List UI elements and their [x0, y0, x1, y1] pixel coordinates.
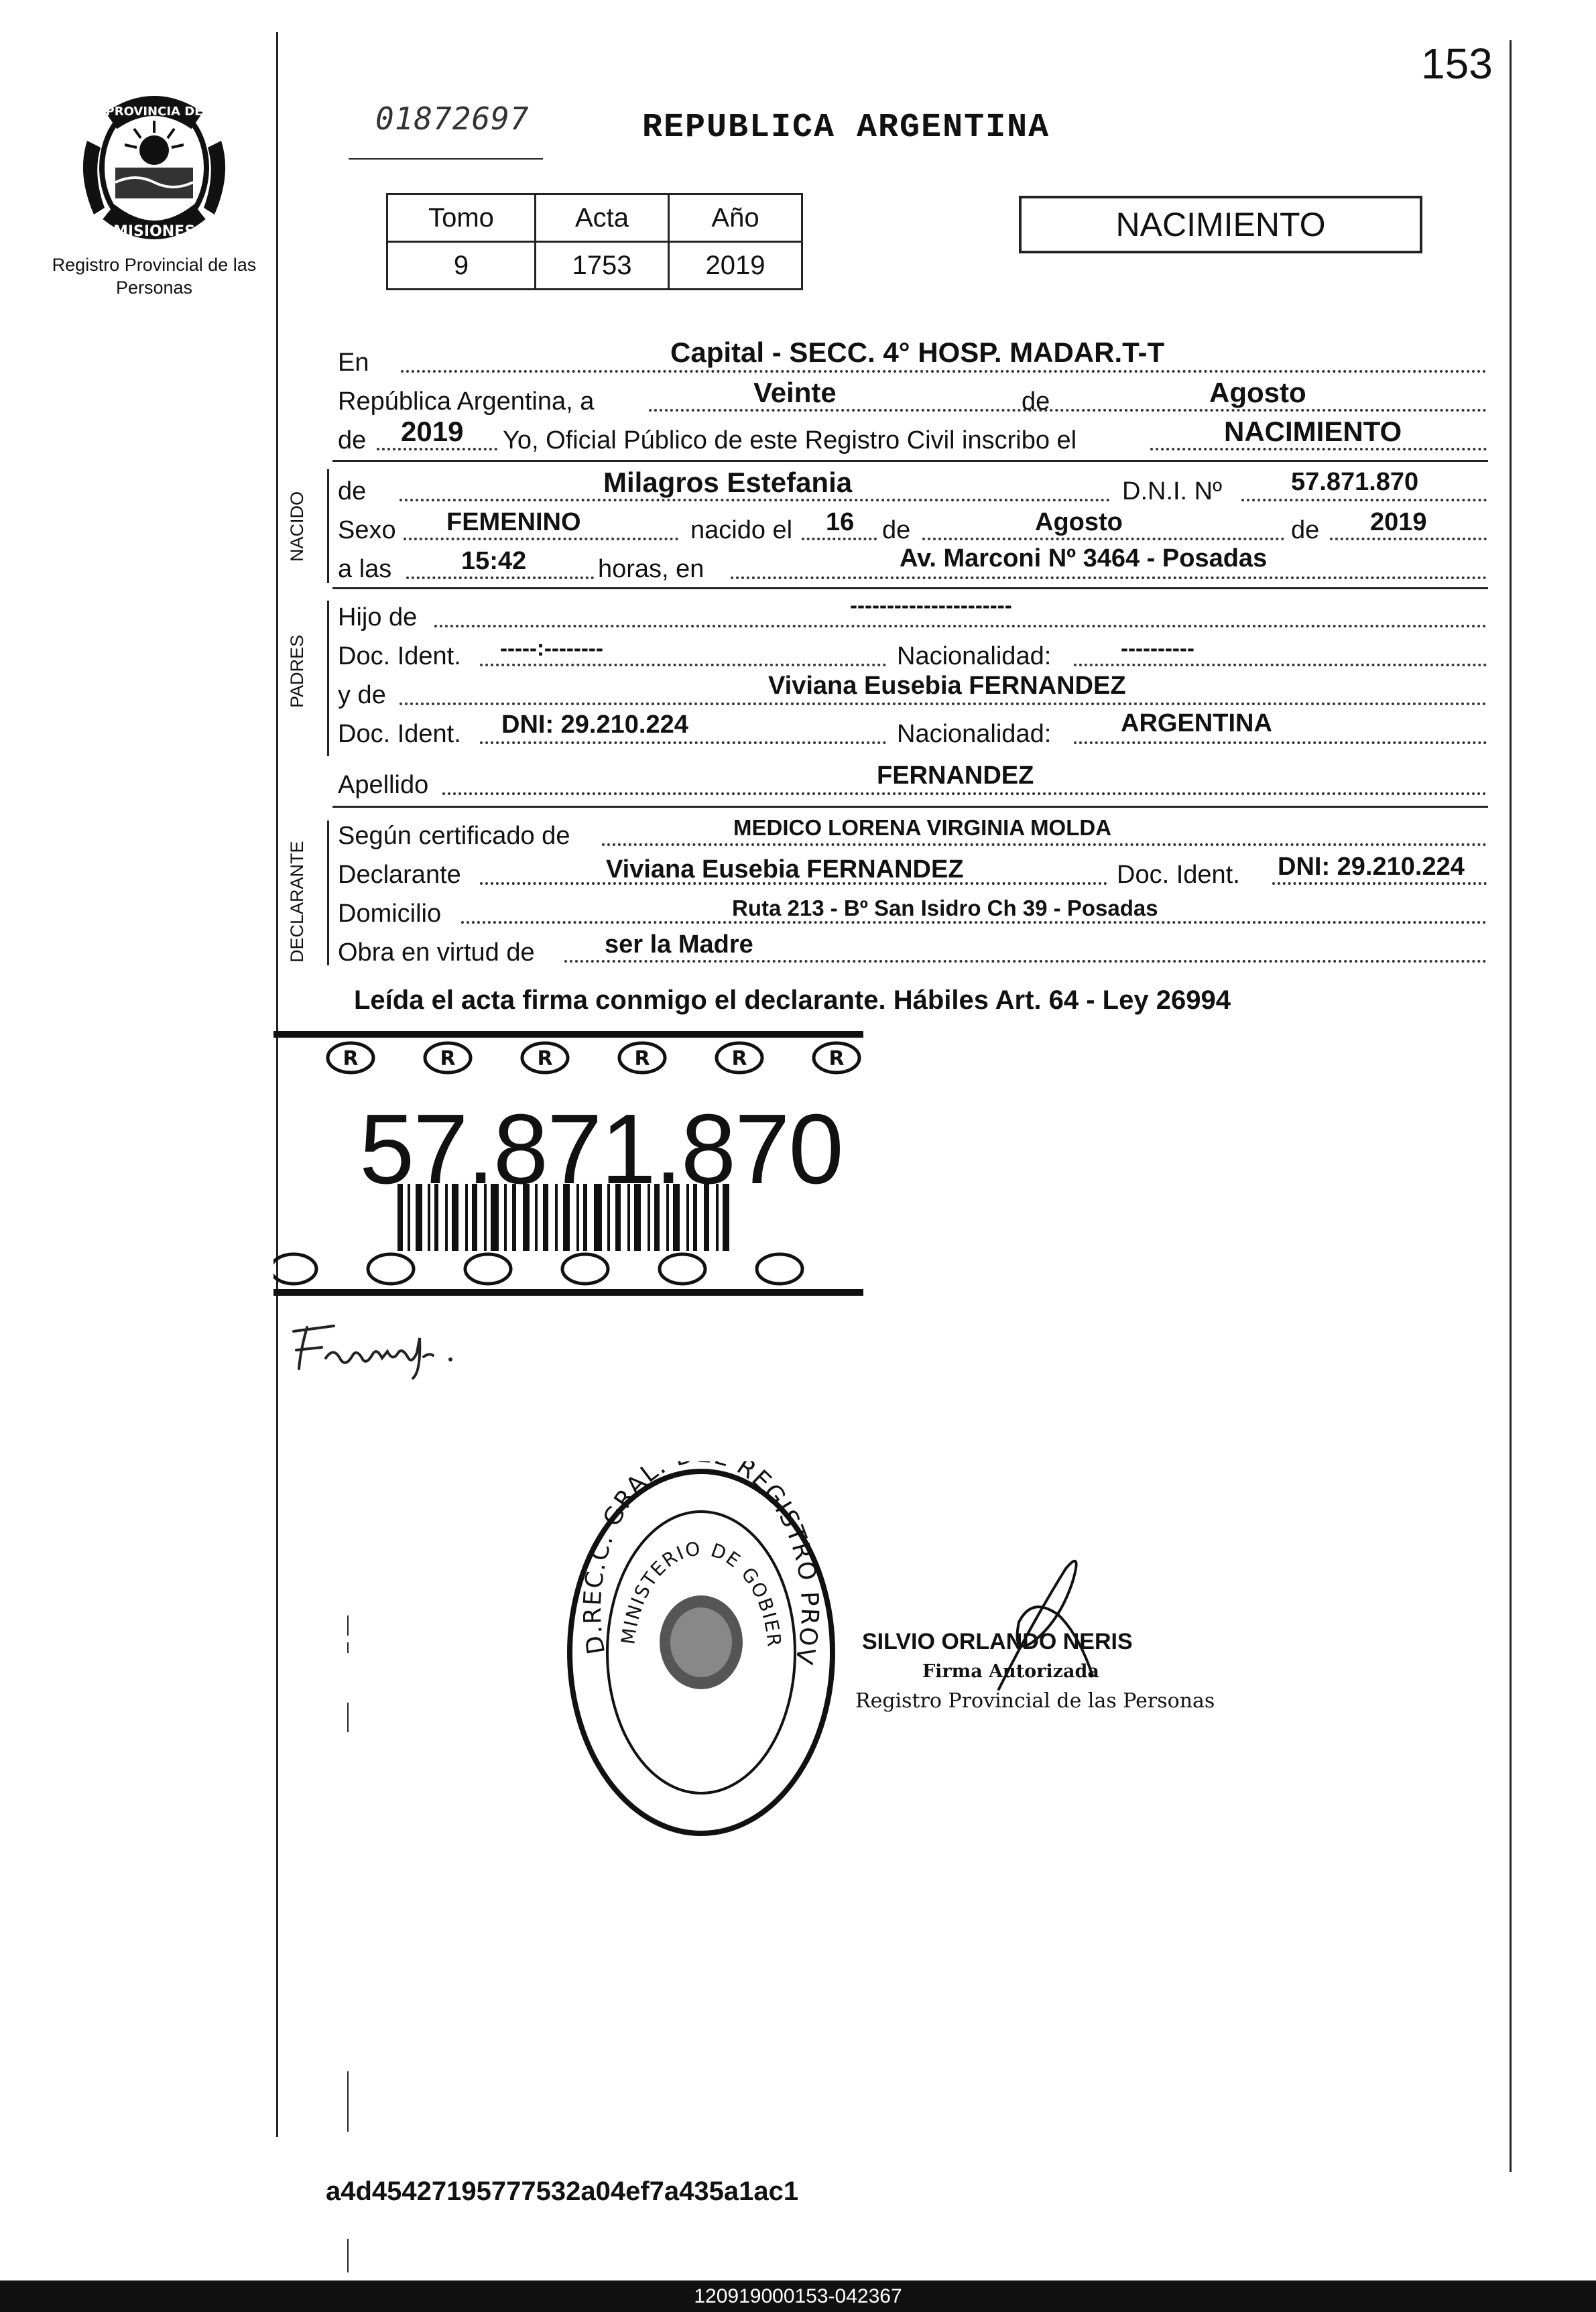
mother-doc-label: Doc. Ident. [338, 720, 461, 748]
birth-day-dotted-line [802, 538, 877, 540]
margin-tick [347, 1642, 349, 1653]
svg-text:R: R [828, 1047, 845, 1071]
certificate-dotted-line [602, 843, 1487, 846]
section-divider-2 [332, 587, 1488, 589]
registration-month: Agosto [1209, 377, 1306, 408]
registry-value-ano: 2019 [669, 242, 802, 290]
birth-month-dotted-line [922, 538, 1284, 540]
declarant-doc-label: Doc. Ident. [1117, 861, 1240, 889]
declarante-bracket [327, 820, 329, 965]
footer-code: 120919000153-042367 [694, 2285, 902, 2307]
registry-value-acta: 1753 [536, 242, 669, 290]
record-dotted-line [1150, 448, 1487, 450]
padres-section-label: PADRES [287, 634, 307, 708]
birth-month: Agosto [1035, 508, 1123, 536]
document-hash: a4d45427195777532a04ef7a435a1ac1 [326, 2177, 799, 2206]
birth-place: Av. Marconi Nº 3464 - Posadas [900, 544, 1268, 572]
mother-dotted-line [400, 703, 1487, 705]
serial-number: 01872697 [375, 101, 530, 137]
child-name: Milagros Estefania [603, 467, 853, 498]
father-dotted-line [434, 625, 1487, 627]
logo-top-text: PROVINCIA DE [105, 105, 203, 119]
right-margin-line [1510, 40, 1512, 2172]
father-doc-dotted-line [480, 664, 886, 666]
father-name: ---------------------- [850, 593, 1012, 617]
section-divider-3 [332, 806, 1488, 808]
margin-tick [347, 2071, 349, 2132]
mother-name: Viviana Eusebia FERNANDEZ [768, 672, 1126, 700]
republic-dotted-line [649, 409, 1487, 412]
mother-nationality: ARGENTINA [1121, 709, 1272, 737]
nacido-section-label: NACIDO [287, 491, 307, 562]
registry-table [386, 193, 803, 290]
de-label-1: de [1022, 387, 1050, 416]
nacido-bracket [327, 469, 329, 583]
surname-dotted-line [442, 792, 1487, 795]
svg-text:R: R [634, 1047, 650, 1071]
serial-underline [349, 158, 543, 160]
mother-nationality-label: Nacionalidad: [897, 720, 1052, 748]
birth-year: 2019 [1370, 508, 1427, 536]
record-type-box: NACIMIENTO [1019, 196, 1422, 253]
registry-header-ano: Año [669, 194, 802, 242]
registry-header-acta: Acta [536, 194, 669, 242]
father-nationality-label: Nacionalidad: [897, 642, 1052, 670]
born-label: nacido el [690, 516, 793, 544]
mother-nationality-dotted-line [1074, 741, 1487, 744]
nacido-de-label: de [338, 477, 367, 505]
official-name: SILVIO ORLANDO NERIS [862, 1629, 1133, 1654]
republic-label: República Argentina, a [338, 387, 595, 416]
nacido-de-label-3: de [1291, 516, 1320, 544]
logo-bottom-text: MISIONES [113, 223, 196, 240]
handwritten-signature [287, 1311, 488, 1388]
registration-year: 2019 [401, 416, 464, 447]
declarant-doc: DNI: 29.210.224 [1278, 853, 1465, 881]
time-dotted-line [406, 576, 594, 579]
en-label: En [338, 349, 369, 377]
registered-record: NACIMIENTO [1224, 416, 1402, 447]
declarante-section-label: DECLARANTE [287, 841, 307, 963]
capacity-dotted-line [564, 960, 1487, 963]
svg-text:R: R [537, 1047, 553, 1071]
name-dotted-line [400, 499, 1110, 501]
nacido-de-label-2: de [882, 516, 911, 544]
surname: FERNANDEZ [877, 762, 1034, 790]
capacity-label: Obra en virtud de [338, 938, 535, 967]
section-divider-1 [332, 460, 1488, 462]
province-coat-of-arms-logo [74, 94, 235, 248]
en-dotted-line [401, 370, 1487, 373]
sticker-dni-number: 57.871.870 [359, 1094, 843, 1205]
father-doc-label: Doc. Ident. [338, 642, 461, 670]
registration-day: Veinte [753, 377, 837, 408]
birth-day: 16 [826, 508, 855, 536]
seal-outer-text: D.REC.C. GRAL. REGISTRO PROV [578, 1461, 824, 1668]
father-doc-value: -----:-------- [500, 635, 603, 660]
declarant-doc-dotted-line [1272, 882, 1487, 885]
child-dni: 57.871.870 [1291, 468, 1419, 496]
official-seal-stamp [560, 1461, 842, 1843]
surname-label: Apellido [338, 771, 429, 799]
certificate-label: Según certificado de [338, 822, 570, 850]
certificate-issuer: MEDICO LORENA VIRGINIA MOLDA [733, 815, 1112, 840]
birth-registry-place: Capital - SECC. 4° HOSP. MADAR.T-T [670, 337, 1165, 368]
registry-header-tomo: Tomo [387, 194, 536, 242]
hijo-label: Hijo de [338, 603, 418, 631]
padres-bracket [327, 601, 329, 756]
dni-label: D.N.I. Nº [1122, 477, 1222, 505]
official-role: Firma Autorizada [922, 1661, 1099, 1682]
y-de-label: y de [338, 681, 386, 709]
sex-dotted-line [404, 538, 678, 540]
official-office: Registro Provincial de las Personas [855, 1689, 1215, 1713]
birth-time: 15:42 [461, 547, 527, 575]
svg-text:R: R [343, 1047, 359, 1071]
father-nationality-dotted-line [1074, 664, 1487, 666]
declarant-address: Ruta 213 - Bº San Isidro Ch 39 - Posadas [732, 896, 1158, 920]
margin-tick [347, 1616, 349, 1636]
page-number: 153 [1421, 40, 1493, 88]
mother-doc: DNI: 29.210.224 [501, 711, 688, 739]
margin-tick [347, 1703, 349, 1732]
declarant-capacity: ser la Madre [605, 930, 753, 959]
registry-value-tomo: 9 [387, 242, 536, 290]
sex-label: Sexo [338, 516, 396, 544]
mother-doc-dotted-line [480, 741, 886, 744]
father-nationality: ---------- [1121, 635, 1194, 660]
address-label: Domicilio [338, 900, 442, 928]
svg-text:R: R [440, 1047, 456, 1071]
birth-year-dotted-line [1330, 538, 1487, 540]
year-dotted-line [377, 448, 497, 450]
seal-inner-text: MINISTERIO DE GOBIER [617, 1537, 786, 1649]
page-title: REPUBLICA ARGENTINA [642, 109, 1050, 147]
address-dotted-line [461, 921, 1487, 924]
hours-label: horas, en [598, 555, 704, 583]
svg-text:R: R [731, 1047, 747, 1071]
legal-statement: Leída el acta firma conmigo el declarante. Hábiles Art. 64 - Ley 26994 [354, 985, 1231, 1015]
birth-place-dotted-line [731, 576, 1487, 579]
declarant-name: Viviana Eusebia FERNANDEZ [606, 855, 964, 884]
margin-tick [347, 2239, 349, 2272]
officer-text: Yo, Oficial Público de este Registro Civil inscribo el [503, 426, 1077, 454]
declarant-label: Declarante [338, 861, 461, 889]
dni-dotted-line [1241, 499, 1487, 501]
child-sex: FEMENINO [446, 508, 581, 536]
time-label: a las [338, 555, 392, 583]
de-label-2: de [338, 426, 367, 454]
issuer-name: Registro Provincial de las Personas [52, 255, 257, 298]
